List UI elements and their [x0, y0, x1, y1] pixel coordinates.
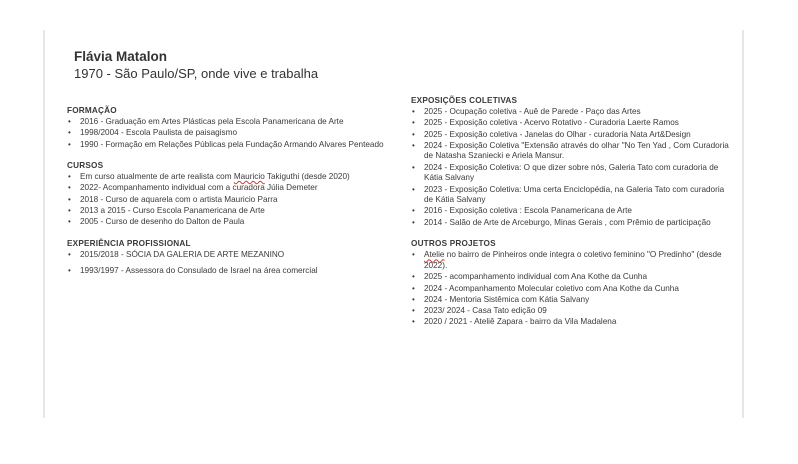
list-item: • 2015/2018 - SÓCIA DA GALERIA DE ARTE MEZANINO	[67, 250, 387, 261]
section-title: EXPERIÊNCIA PROFISSIONAL	[67, 238, 191, 248]
section-exposicoes	[411, 95, 731, 228]
list-item: • 1990 - Formação em Relações Públicas pela Fundação Armando Alvares Penteado	[67, 140, 387, 151]
section-experiencia	[67, 238, 387, 277]
list-item: • 2016 - Exposição coletiva : Escola Panamericana de Arte	[411, 206, 731, 217]
list-item: • 2024 - Mentoria Sistêmica com Kátia Salvany	[411, 295, 731, 306]
list-item: • 2005 - Curso de desenho do Dalton de Paula	[67, 217, 387, 228]
section-title: FORMAÇÃO	[67, 106, 117, 115]
list-item: • 2022- Acompanhamento individual com a curadora Júlia Demeter	[67, 183, 387, 194]
header	[74, 48, 318, 82]
list-item: • 2024 - Exposição Coletiva: O que dizer sobre nós, Galeria Tato com curadoria de Kátia Salvany	[411, 163, 731, 184]
section-title: OUTROS PROJETOS	[411, 239, 496, 249]
spellcheck-marked-word: Mauricio	[233, 172, 265, 182]
section-cursos	[67, 160, 387, 228]
list-item: • 2025 - Ocupação coletiva - Auê de Parede - Paço das Artes	[411, 107, 731, 118]
list-item: • 2025 - Exposição coletiva - Janelas do Olhar - curadoria Nata Art&Design	[411, 130, 731, 141]
experiencia-list	[67, 250, 387, 277]
right-column	[411, 95, 731, 338]
spellcheck-marked-word: Atelie	[424, 250, 445, 260]
list-item: • 2025 - Exposição coletiva - Acervo Rotativo - Curadoria Laerte Ramos	[411, 118, 731, 129]
left-column	[67, 105, 387, 287]
section-formacao	[67, 105, 387, 150]
list-item: • 2020 / 2021 - Ateliê Zapara - bairro da Vila Madalena	[411, 317, 731, 328]
artist-subtitle: 1970 - São Paulo/SP, onde vive e trabalha	[74, 66, 319, 81]
formacao-list	[67, 117, 387, 150]
list-item: • 2024 - Exposição Coletiva "Extensão através do olhar "No Ten Yad , Com Curadoria de Natasha Szaniecki e Ariela Mansur.	[411, 141, 731, 162]
list-item: • 2016 - Graduação em Artes Plásticas pela Escola Panamericana de Arte	[67, 117, 387, 128]
page-left-edge	[43, 30, 45, 418]
section-outros	[411, 238, 731, 328]
list-item-text: Takiguthi (desde 2020)	[264, 172, 350, 182]
list-item: • 2023/ 2024 - Casa Tato edição 09	[411, 306, 731, 317]
section-title: EXPOSIÇÕES COLETIVAS	[411, 96, 518, 105]
cursos-list	[67, 172, 387, 228]
list-item: • 2025 - acompanhamento individual com Ana Kothe da Cunha	[411, 272, 731, 283]
list-item: • 2014 - Salão de Arte de Arceburgo, Minas Gerais , com Prêmio de participação	[411, 218, 731, 229]
list-item: • 2013 a 2015 - Curso Escola Panamericana de Arte	[67, 206, 387, 217]
page-right-edge	[742, 30, 744, 418]
list-item-text: Em curso atualmente de arte realista com	[80, 172, 234, 182]
section-title: CURSOS	[67, 161, 104, 171]
list-item: • 2024 - Acompanhamento Molecular coletivo com Ana Kothe da Cunha	[411, 284, 731, 295]
list-item: • 2018 - Curso de aquarela com o artista Mauricio Parra	[67, 195, 387, 206]
list-item: • 2023 - Exposição Coletiva: Uma certa Enciclopédia, na Galeria Tato com curadoria de Kátia Salvany	[411, 185, 731, 206]
artist-name: Flávia Matalon	[74, 49, 168, 64]
list-item: • 1998/2004 - Escola Paulista de paisagismo	[67, 128, 387, 139]
list-item-text: no bairro de Pinheiros onde integra o coletivo feminino "O Predinho" (desde 2022).	[424, 250, 722, 270]
outros-list	[411, 250, 731, 328]
list-item	[411, 250, 731, 271]
exposicoes-list	[411, 107, 731, 228]
list-item	[67, 172, 387, 183]
list-item: • 1993/1997 - Assessora do Consulado de Israel na área comercial	[67, 266, 387, 277]
